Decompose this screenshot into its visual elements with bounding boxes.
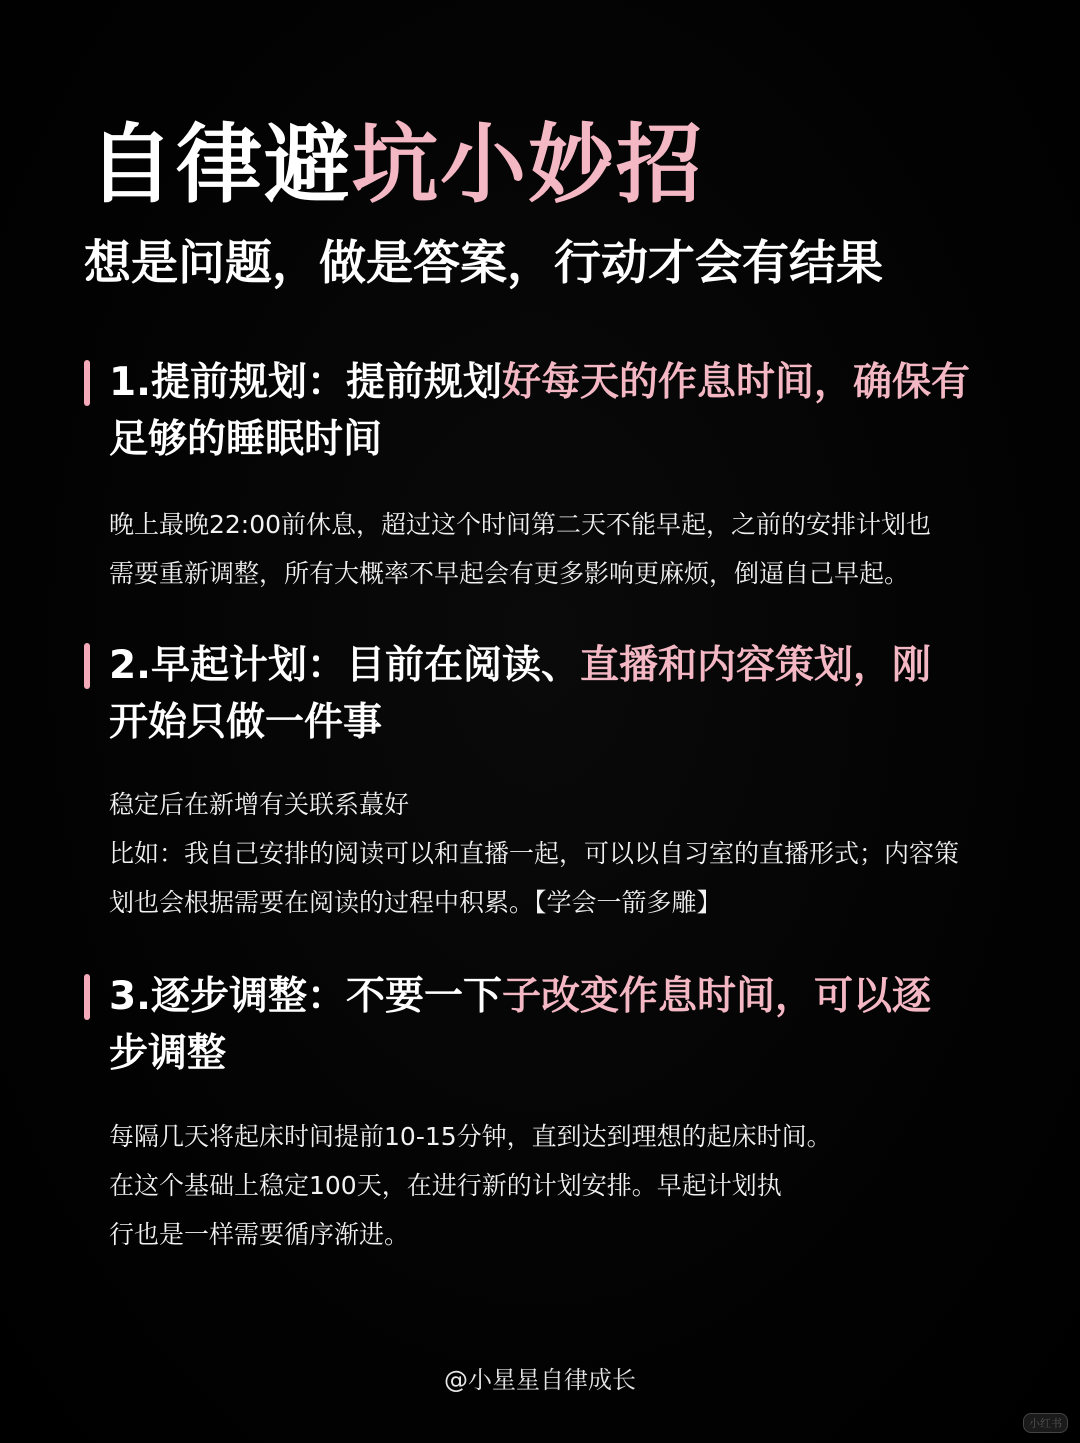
heading-line-2: 开始只做一件事 [109,700,383,745]
body-line: 在这个基础上稳定100天，在进行新的计划安排。早起计划执 [109,1171,782,1200]
body-line: 比如：我自己安排的阅读可以和直播一起，可以以自习室的直播形式；内容策 [109,839,960,868]
heading-line-2: 足够的睡眠时间 [109,417,383,462]
title-part-pink: 坑小妙招 [352,115,704,215]
body-line: 晚上最晚22:00前休息，超过这个时间第二天不能早起，之前的安排计划也 [109,510,932,539]
heading-pink-text: 直播和内容策划，刚 [579,643,931,688]
section-body [109,500,1069,598]
heading-line-2: 步调整 [109,1031,227,1076]
title-part-white: 自律避 [88,115,352,215]
page-subtitle: 想是问题，做是答案，行动才会有结果 [84,236,883,291]
heading-white-text: 1.提前规划：提前规划 [109,360,502,405]
section-heading [109,637,1029,751]
body-line: 需要重新调整，所有大概率不早起会有更多影响更麻烦，倒逼自己早起。 [109,559,910,588]
section-accent-bar [84,643,90,689]
author-handle: @小星星自律成长 [444,1366,636,1394]
section-accent-bar [84,974,90,1020]
platform-watermark: 小红书 [1023,1413,1068,1433]
section-body [109,1112,1069,1259]
section-body [109,780,1069,927]
section-heading [109,968,1029,1082]
section-accent-bar [84,360,90,406]
heading-white-text: 3.逐步调整：不要一下 [109,974,502,1019]
body-line: 稳定后在新增有关联系蕞好 [109,790,410,819]
heading-pink-text: 子改变作息时间，可以逐 [501,974,931,1019]
body-line: 每隔几天将起床时间提前10-15分钟，直到达到理想的起床时间。 [109,1122,832,1151]
page-title [88,110,704,220]
heading-white-text: 2.早起计划：目前在阅读、 [109,643,580,688]
body-line: 行也是一样需要循序渐进。 [109,1220,410,1249]
section-heading [109,354,1029,468]
heading-pink-text: 好每天的作息时间，确保有 [501,360,970,405]
body-line: 划也会根据需要在阅读的过程中积累。【学会一箭多雕】 [109,888,722,917]
